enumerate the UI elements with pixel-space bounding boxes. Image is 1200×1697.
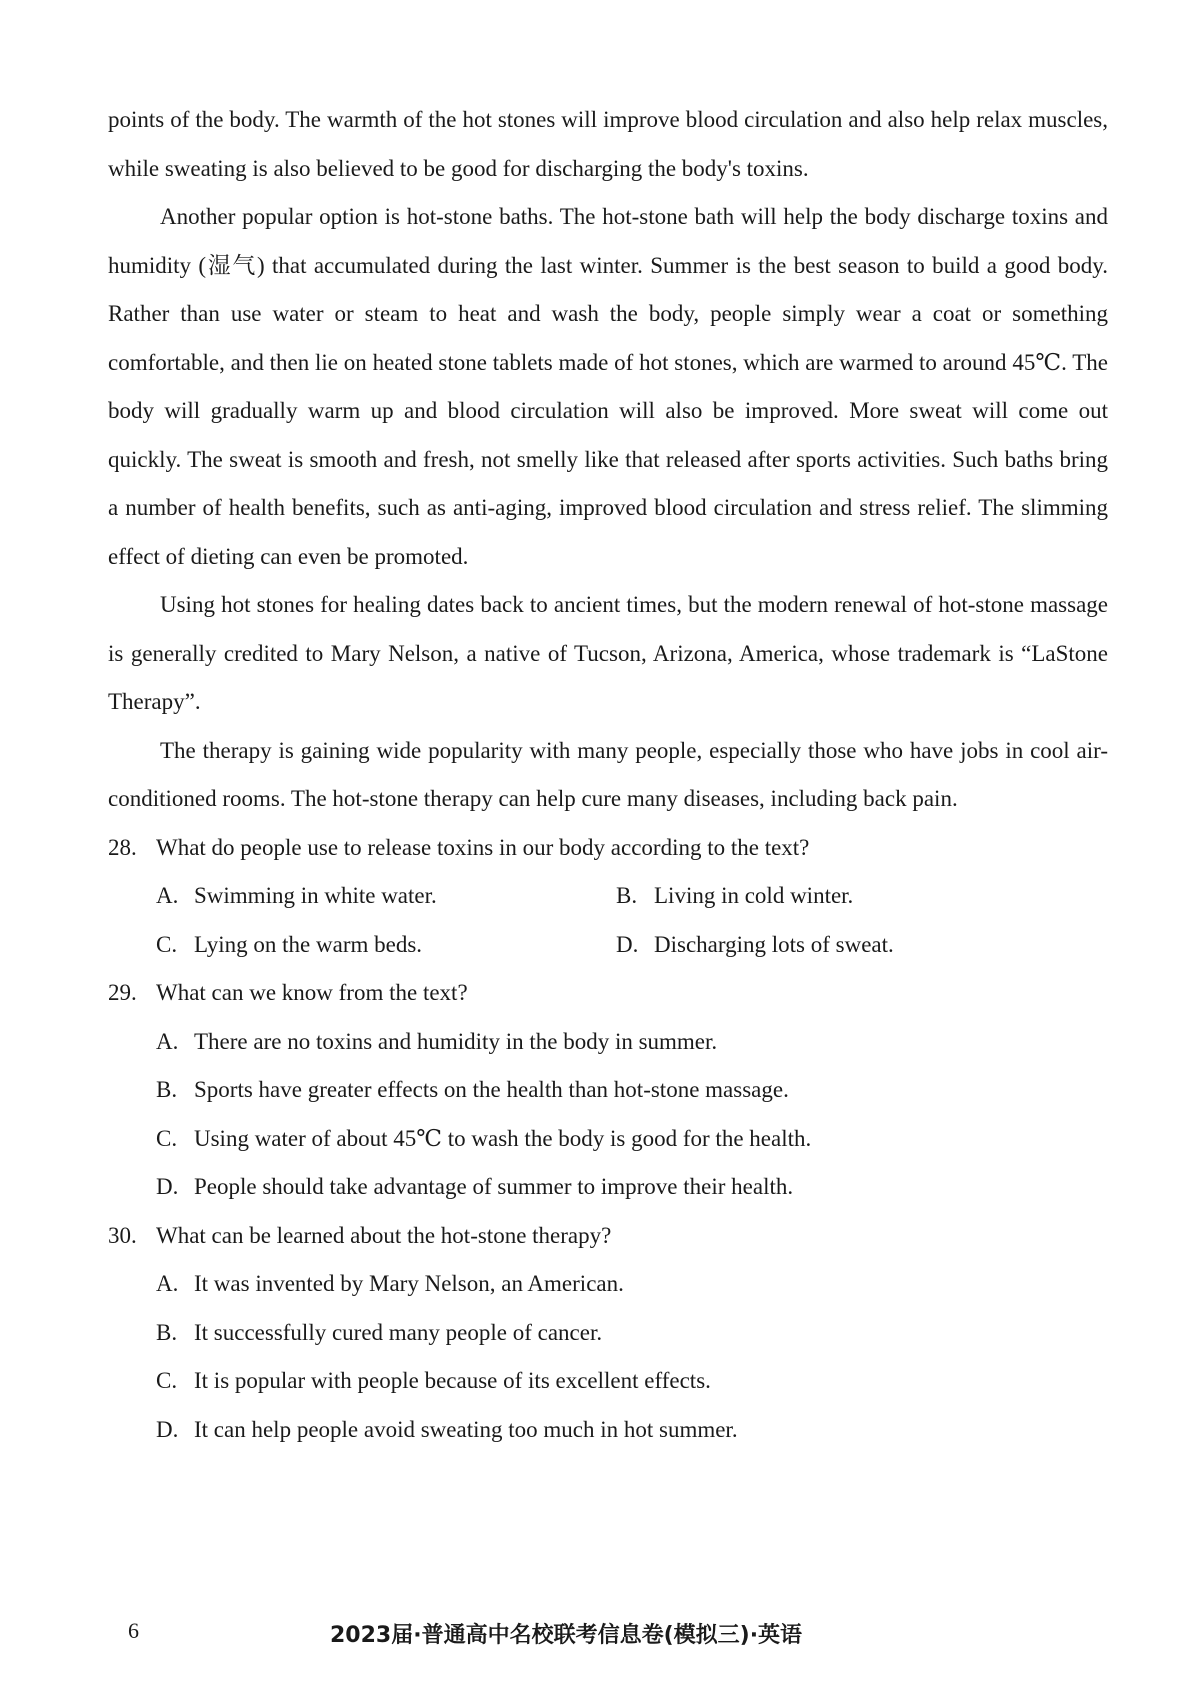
footer-title: 2023届·普通高中名校联考信息卷(模拟三)·英语 [330,1623,803,1648]
question-30 [108,1212,1108,1455]
question-stem [108,969,1108,1018]
option-text: It was invented by Mary Nelson, an American. [194,1271,624,1296]
option-a[interactable] [156,1018,1108,1067]
question-number: 30. [108,1222,137,1248]
option-letter: C. [156,1368,178,1393]
option-text: Lying on the warm beds. [194,931,423,957]
option-text: Swimming in white water. [194,883,437,908]
option-b[interactable] [156,1309,1108,1358]
option-letter: A. [156,1271,179,1296]
option-text: Discharging lots of sweat. [654,931,894,957]
exam-page [108,96,1108,1454]
option-text: People should take advantage of summer to improve their health. [194,1174,794,1199]
question-29 [108,969,1108,1212]
question-28 [108,824,1108,970]
option-c[interactable] [156,1357,1108,1406]
option-letter: C. [156,1125,178,1151]
question-text: What can be learned about the hot-stone therapy? [156,1222,612,1248]
passage-paragraph: Another popular option is hot-stone baths. The hot-stone bath will help the body discharge toxins and humidity (湿气) that accumulated during the last winter. Summer is the best season to build a good body. Rather than use water or steam to heat and wash the body, people simply wear a coat or something comfortable, and then lie on heated stone tablets made of hot stones, which are warmed to around 45℃. The body will gradually warm up and blood circulation will also be improved. More sweat will come out quickly. The sweat is smooth and fresh, not smelly like that released after sports activities. Such baths bring a number of health benefits, such as anti-aging, improved blood circulation and stress relief. The slimming effect of dieting can even be promoted. [108,204,1108,569]
answer-options [108,872,1108,969]
option-text: It can help people avoid sweating too much in hot summer. [194,1416,738,1442]
option-text: Living in cold winter. [654,883,854,908]
option-letter: B. [616,883,638,908]
option-letter: D. [156,1416,179,1442]
option-a[interactable] [156,872,616,921]
answer-options [108,1260,1108,1454]
question-number: 28. [108,834,137,860]
option-letter: B. [156,1319,178,1345]
option-d[interactable] [156,1163,1108,1212]
page-footer [0,1618,1200,1654]
question-text: What do people use to release toxins in our body according to the text? [156,834,810,860]
passage-paragraph: Using hot stones for healing dates back to ancient times, but the modern renewal of hot-stone massage is generally credited to Mary Nelson, a native of Tucson, Arizona, America, whose trademark is “LaStone Therapy”. [108,592,1108,714]
option-letter: A. [156,1028,179,1054]
option-letter: B. [156,1077,178,1102]
question-stem [108,824,1108,873]
option-letter: D. [156,1174,179,1199]
page-number: 6 [128,1618,139,1643]
option-text: Using water of about 45℃ to wash the body is good for the health. [194,1125,812,1151]
option-text: Sports have greater effects on the health than hot-stone massage. [194,1077,789,1102]
option-b[interactable] [616,872,1076,921]
question-number: 29. [108,980,137,1005]
option-d[interactable] [616,921,1076,970]
option-c[interactable] [156,921,616,970]
question-text: What can we know from the text? [156,980,468,1005]
answer-options [108,1018,1108,1212]
option-text: It successfully cured many people of cancer. [194,1319,603,1345]
option-letter: D. [616,931,639,957]
question-stem [108,1212,1108,1261]
option-d[interactable] [156,1406,1108,1455]
option-c[interactable] [156,1115,1108,1164]
option-text: It is popular with people because of its excellent effects. [194,1368,711,1393]
reading-passage [108,96,1108,824]
passage-paragraph: points of the body. The warmth of the hot stones will improve blood circulation and also help relax muscles, while sweating is also believed to be good for discharging the body's toxins. [108,107,1108,181]
passage-paragraph: The therapy is gaining wide popularity with many people, especially those who have jobs in cool air-conditioned rooms. The hot-stone therapy can help cure many diseases, including back pain. [108,737,1108,811]
option-b[interactable] [156,1066,1108,1115]
option-text: There are no toxins and humidity in the body in summer. [194,1028,718,1054]
option-letter: C. [156,931,178,957]
option-a[interactable] [156,1260,1108,1309]
option-letter: A. [156,883,179,908]
